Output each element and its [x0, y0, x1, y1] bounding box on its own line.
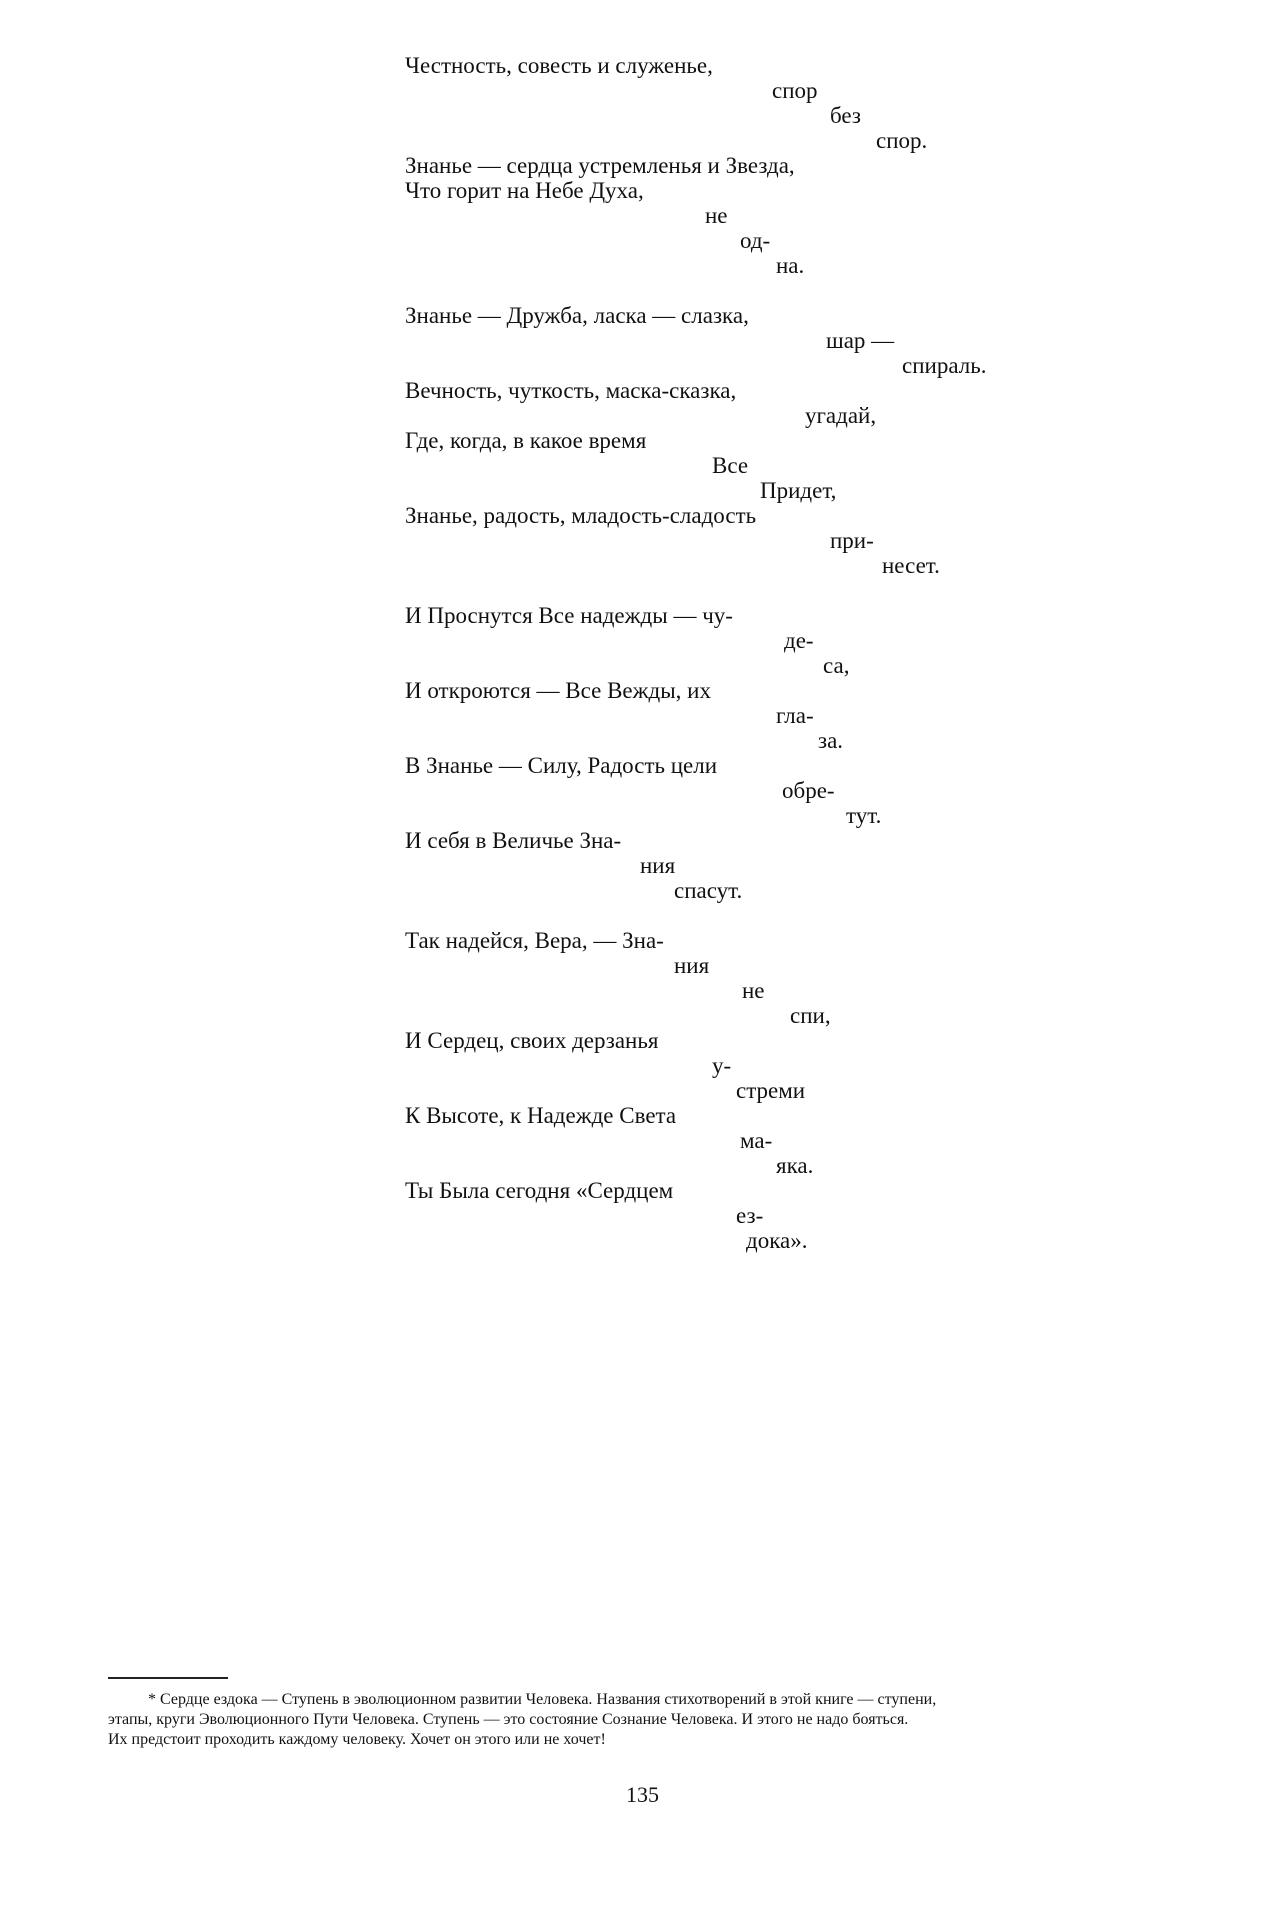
- poem-line: ния: [640, 853, 676, 878]
- poem-line: де-: [784, 628, 814, 653]
- poem-line: у-: [712, 1053, 732, 1078]
- poem-line: ния: [674, 953, 710, 978]
- poem-line: обре-: [782, 778, 835, 803]
- poem-line: И Проснутся Все надежды — чу-: [405, 603, 733, 628]
- footnote-line: этапы, круги Эволюционного Пути Человека. Ступень — это состояние Сознание Человека. И этого не надо бояться.: [108, 1711, 909, 1728]
- footnote-line: Их предстоит проходить каждому человеку. Хочет он этого или не хочет!: [108, 1731, 606, 1748]
- poem-line: И откроются — Все Вежды, их: [405, 678, 711, 703]
- poem-line: Знанье — сердца устремленья и Звезда,: [405, 153, 795, 178]
- poem-line: Вечность, чуткость, маска-сказка,: [405, 378, 737, 403]
- poem-line: К Высоте, к Надежде Света: [405, 1103, 677, 1128]
- poem-line: на.: [776, 253, 805, 278]
- poem-line: без: [830, 103, 861, 128]
- poem-line: тут.: [846, 803, 882, 828]
- poem-line: спор.: [876, 128, 928, 153]
- poem-line: И Сердец, своих дерзанья: [405, 1028, 659, 1053]
- poem-line: Что горит на Небе Духа,: [405, 178, 644, 203]
- poem-line: Знанье — Дружба, ласка — слазка,: [405, 303, 749, 328]
- poem-line: Все: [712, 453, 749, 478]
- poem-line: Ты Была сегодня «Сердцем: [405, 1178, 674, 1203]
- poem-line: спор: [772, 78, 818, 103]
- poem-line: В Знанье — Силу, Радость цели: [405, 753, 718, 778]
- poem-line: И себя в Величье Зна-: [405, 828, 622, 853]
- poem-line: Где, когда, в какое время: [405, 428, 647, 453]
- poem-line: не: [705, 203, 728, 228]
- poem-line: ма-: [740, 1128, 773, 1153]
- poem-line: гла-: [776, 703, 814, 728]
- poem-line: ез-: [736, 1203, 764, 1228]
- poem-line: спасут.: [674, 878, 743, 903]
- poem-line: яка.: [776, 1153, 814, 1178]
- poem-line: за.: [818, 728, 844, 753]
- poem-line: дока».: [746, 1228, 808, 1253]
- poem-line: Так надейся, Вера, — Зна-: [405, 928, 664, 953]
- poem-line: Придет,: [760, 478, 837, 503]
- poem-line: са,: [823, 653, 850, 678]
- poem-line: стреми: [736, 1078, 806, 1103]
- footnote-line: * Сердце ездока — Ступень в эволюционном развитии Человека. Названия стихотворений в этой книге — ступени,: [148, 1691, 937, 1708]
- poem-line: спираль.: [902, 353, 987, 378]
- footnote-divider: [108, 1677, 228, 1679]
- poem-line: не: [742, 978, 765, 1003]
- poem-line: несет.: [882, 553, 940, 578]
- page-number: 135: [626, 1782, 659, 1807]
- poem-line: Честность, совесть и служенье,: [405, 53, 713, 78]
- poem-line: Знанье, радость, младость-сладость: [405, 503, 757, 528]
- footnote: [108, 1690, 1226, 1750]
- poem-line: од-: [740, 228, 771, 253]
- poem-line: спи,: [790, 1003, 831, 1028]
- poem-line: при-: [830, 528, 874, 553]
- poem-line: угадай,: [805, 403, 877, 428]
- poem-line: шар —: [826, 328, 895, 353]
